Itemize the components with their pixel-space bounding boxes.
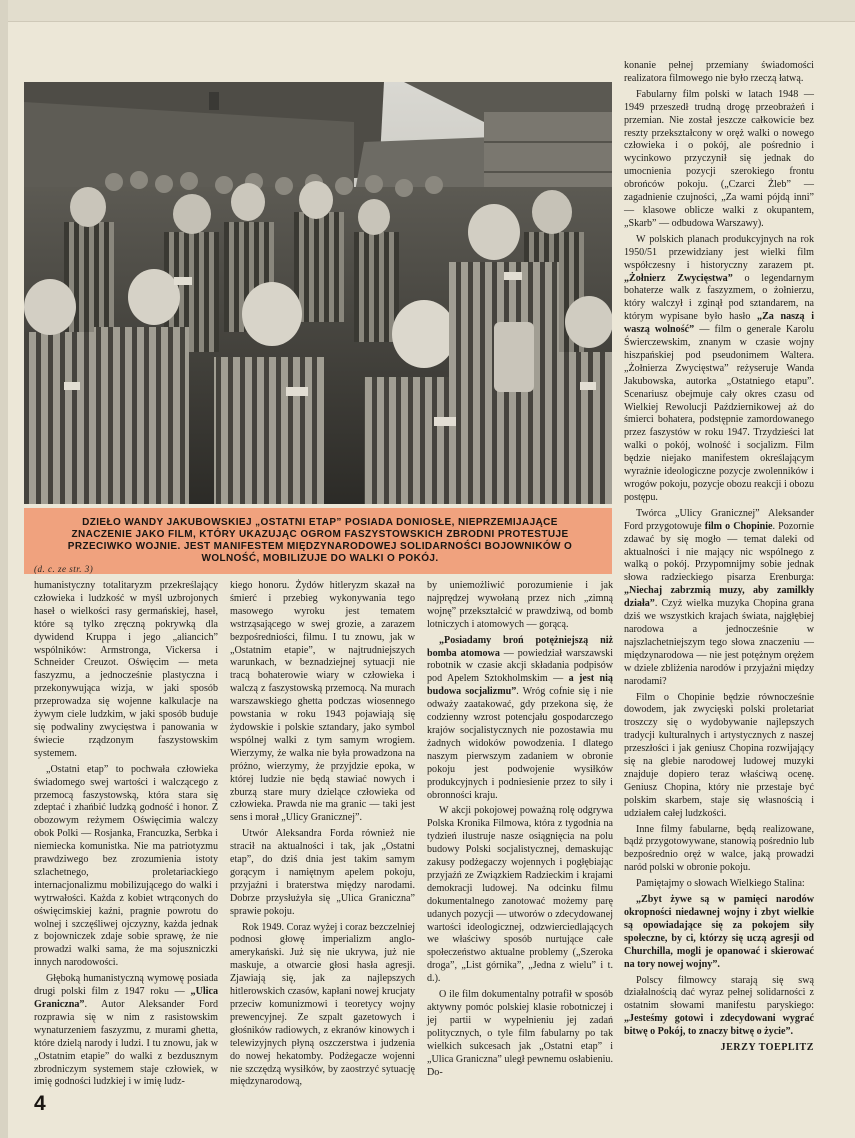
col4-p4-film-title: film o Chopinie — [704, 520, 773, 532]
col4-p3-slogan: „Za naszą i waszą wolność” — [624, 311, 814, 336]
film-still-photo — [24, 82, 612, 504]
col3-paragraph-1: by uniemożliwić porozumienie i jak najprędzej wywołaną przez nich „zimną wojnę” przekształcić w prawdziwą, od bomb lotniczych i atomowych — gorącą. — [427, 580, 613, 630]
col4-paragraph-3 — [624, 234, 814, 505]
photo-caption: DZIEŁO WANDY JAKUBOWSKIEJ „OSTATNI ETAP” POSIADA DONIOSŁE, NIEPRZEMIJAJĄCE ZNACZENIE JAKO FILM, KTÓRY UKAZUJĄC OGROM FASZYSTOWSKICH ZBRODNI PROTESTUJE PRZECIWKO WOJNIE. JEST MANIFESTEM MIĘDZYNARODOWEJ SOLIDARNOŚCI BOJOWNIKÓW O WOLNOŚĆ, MOBILIZUJE DO WALKI O POKÓJ. — [67, 517, 573, 564]
col1-paragraph-2: „Ostatni etap” to pochwała człowieka świadomego swej wartości i walczącego z przemocą faszystowską, która stara się zdeptać i zhańbić ludzką godność i honor. Z obozowym reżymem Oświęcimia walczy obok Polki — Rosjanka, Francuzka, Serbka i niemiecka komunistka. Nie ma patriotyzmu prawdziwego bez zrozumienia istoty szlachetnego, proletariackiego internacjonalizmu mobilizującego do walki i wytrwałości. Każda z kobiet wtrąconych do oświęcimskiej kaźni, pragnie powrotu do wolnej i szczęśliwej ojczyzny, każda jednak z bojowniczek zdaje sobie sprawę, że nie prowadzi walki sama, że ma sojuszniczki innych narodowości. — [34, 763, 218, 969]
continued-from-label: (d. c. ze str. 3) — [34, 564, 94, 574]
col3-p2-quote-c: a jest nią budowa socjalizmu” — [427, 673, 613, 698]
col4-paragraph-9 — [624, 975, 814, 1040]
author-signature: JERZY TOEPLITZ — [720, 1042, 814, 1054]
col4-paragraph-2: Fabularny film polski w latach 1948 — 1949 przeszedł trudną drogę przeobrażeń i przemian. Nie został jeszcze całkowicie bez reszty przekształcony w oręż walki o nowego człowieka i o pokój, ale pośrednio i wycinkowo przyczynił się jednak do umocnienia pozycji szerokiego frontu obrońców pokoju. („Czarci Żleb” — zagadnienie czujności, „Za wami pójdą inni” — klasowe oblicze walki z okupantem, „Skarb” — odbudowa Warszawy). — [624, 88, 814, 229]
page-left-edge — [0, 0, 8, 1138]
col1-paragraph-1: humanistyczny totalitaryzm przekreślający człowieka i ludzkość w myśl uzbrojonych haseł o wielkości rasy germańskiej, haseł, które są tylko zręczną pokrywką dla dywidend Kruppa i jego „aliancich” wspólników: Armstronga, Vickersa i Schneider Creuzot. Oświęcim — meta faszyzmu, a jednocześnie plastyczna i przekonywująca wizja, w jaki sposób przeprowadza się wojenne kalkulacje na żywym ciele ludzkim, w jaki sposób buduje się podwaliny zwycięstwa i panowania w świecie rządzonym faszystowskim systemem. — [34, 580, 218, 759]
col2-paragraph-1: kiego honoru. Żydów hitleryzm skazał na śmierć i przebieg wykonywania tego masowego wyroku jest tematem wstrząsającego w swej grozie, a zarazem bezpośredniości, filmu. I tu znowu, jak w „Ostatnim etapie”, w najtrudniejszych warunkach, w beznadziejnej sytuacji nie tracą bohaterowie wiary w człowieka i walczą z faszystowską przemocą. Na murach warszawskiego ghetta podczas wiosennego powstania w roku 1943 pojawiają się żydowskie i polskie sztandary, jako symbol wspólnej walki z tym samym wrogiem. Wierzymy, że walka nie była prowadzona na próżno, wierzymy, że przyjdzie epoka, w której ludzie nie będą stawiać nowych i zburzą stare mury dzielące człowieka od człowieka. Prawda nie ma granic — taki jest sens i morał „Ulicy Granicznej”. — [230, 580, 415, 824]
text-column-3 — [427, 580, 613, 1079]
col3-p2-text-b: — powiedział warszawski robotnik w czasie akcji składania podpisów pod Apelem Sztokholmskim — — [427, 647, 614, 685]
page-top-strip — [8, 0, 855, 22]
col4-stalin-quote: „Zbyt żywe są w pamięci narodów okropności niedawnej wojny i zbyt wielkie są opowiadające się za pokojem siły społeczne, by ci, którzy się uczą agresji od Churchilla, mogli je opanować i skierować na tory nowej wojny”. — [624, 894, 814, 970]
col3-p2-text-d: . Wróg cofnie się i nie odważy zaatakować, gdy przekona się, że codzienny wzrost potencjału gospodarczego krajów socjalistycznych nie pozostawia mu żadnych widoków powodzenia. I dlatego naszym pierwszym zadaniem w obronie pokoju jest podwojenie wysiłków produkcyjnych i podniesienie przez to siły i obronności kraju. — [427, 686, 613, 801]
col3-paragraph-3: W akcji pokojowej poważną rolę odgrywa Polska Kronika Filmowa, która z tygodnia na tydzień ilustruje nasze osiągnięcia na polu budowy Polski socjalistycznej, demaskując zakusy podżegaczy wojennych i pogłębiając przyjaźń ze Związkiem Radzieckim i krajami demokracji ludowej. Na odcinku filmu dokumentalnego zanotować możemy parę udanych pozycji — utworów o zdecydowanej wartości ideologicznej, odzwierciedlających we właściwy sposób nurtujące całe społeczeństwo aktualne problemy („Szeroka droga”, „List górnika”, „Jedna z wielu” i t. d.). — [427, 805, 613, 985]
col1-p3-film-title: „Ulica Graniczna” — [34, 986, 218, 1010]
col1-p3-text-a: Głęboką humanistyczną wymowę posiada drugi polski film z 1947 roku — — [34, 973, 218, 998]
film-still-illustration — [24, 82, 612, 504]
col4-p3-text-a: W polskich planach produkcyjnych na rok 1950/51 przewidziany jest wielki film współczesny i historyczny zarazem pt. — [624, 233, 814, 271]
col4-paragraph-5: Film o Chopinie będzie równocześnie dowodem, jak zwycięski polski proletariat troszczy się o wydobywanie najlepszych tradycji kulturalnych i artystycznych z naszej przeszłości i jak geniusz Chopina rozwijający się na glebie narodowej ludowej muzyki znajduje dopiero teraz właściwą ocenę. Geniusz Chopina, który nie przestaje być polskim skarbem, staje się własnością i udziałem całej ludzkości. — [624, 691, 814, 819]
col3-p2-quote-a: „Posiadamy broń potężniejszą niż bomba atomowa — [427, 634, 613, 659]
col1-p3-text-c: . Autor Aleksander Ford rozprawia się w nim z rasistowskim wynaturzeniem faszyzmu, z murami ghetta, które dzielą narody i ludzi. I tu znowu, jak w „Ostatnim etapie” do walki z bezdusznym zbrodniczym systemem staje człowiek, w imię godności ludzkiej i w imię ludz- — [34, 999, 218, 1088]
col4-p4-text-a: Twórca „Ulicy Granicznej” Aleksander Ford przygotowuje — [624, 507, 814, 532]
page-number: 4 — [34, 1092, 46, 1115]
col2-paragraph-2: Utwór Aleksandra Forda również nie stracił na aktualności i tak, jak „Ostatni etap”, do dziś dnia jest takim samym gorącym i namiętnym apelem pokoju, przyjaźni i braterstwa między narodami. Dobrze przysłużyła się „Ulica Graniczna” sprawie pokoju. — [230, 828, 415, 917]
col3-paragraph-4: O ile film dokumentalny potrafił w sposób aktywny pomóc polskiej klasie robotniczej i jej partii w wypełnieniu jej zadań politycznych, o tyle film fabularny po tak wielkich sukcesach jak „Ostatni etap” i „Ulica Graniczna” uległ pewnemu osłabieniu. Do- — [427, 989, 613, 1078]
col4-p3-film-title: „Żołnierz Zwycięstwa” — [624, 272, 733, 284]
col4-p3-text-e: — film o generale Karolu Świerczewskim, znanym w czasie wojny hiszpańskiej pod pseudonimem Waltera. „Żołnierza Zwycięstwa” reżyseruje Wanda Jakubowska, autorka „Ostatniego etapu”. Scenariusz obejmuje cały okres czasu od Wielkiej Rewolucji Październikowej aż do śmierci bohatera, podstępnie zamordowanego przez faszystów w roku 1947. Trzydzieści lat walki o pokój, wolność i socjalizm. Film będzie niejako manifestem określającym wyraźnie ideologiczne pozycje zwolenników i wrogów pokoju, pozycje obozu reakcji i obozu postępu. — [624, 324, 814, 503]
text-column-2 — [230, 580, 415, 1089]
col4-p4-text-c: . Pozornie zdawać by się mogło — temat daleki od aktualności i nie mający nic wspólnego z walką o pokój. Przypomnijmy sobie jednak słowa radzieckiego pisarza Erenburga: — [624, 520, 814, 584]
col4-p4-text-e: . Czyż wielka muzyka Chopina grana dziś we wszystkich krajach świata, najgłębiej narodowa a jednocześnie w najszlachetniejszym tego słowa znaczeniu — międzynarodowa — nie jest potężnym orężem w dziele zbliżenia narodów i przyjaźni między narodami? — [624, 598, 814, 687]
col4-paragraph-7: Pamiętajmy o słowach Wielkiego Stalina: — [636, 878, 805, 890]
col4-paragraph-1: konanie pełnej przemiany świadomości realizatora filmowego nie było rzeczą łatwą. — [624, 60, 814, 84]
col4-p4-quote: „Niechaj zabrzmią muzy, aby zamilkły działa” — [624, 585, 814, 610]
col4-p9-text-a: Polscy filmowcy starają się swą działalnością dać wyraz pełnej solidarności z ostatnim słowami manifestu paryskiego: — [624, 974, 814, 1012]
col4-paragraph-6: Inne filmy fabularne, będą realizowane, bądź przygotowywane, stanowią pośrednio lub bezpośrednio oręż w walce, jaką prowadzi naród polski w obronie pokoju. — [624, 823, 814, 874]
col3-paragraph-2 — [427, 635, 613, 803]
col4-p3-text-c: o legendarnym bohaterze walk z faszyzmem, o żołnierzu, który walczył i zginął pod sztandarem, na którym wypisane było hasło — [624, 272, 814, 323]
col4-p9-manifesto-quote: „Jesteśmy gotowi i zdecydowani wygrać bitwę o Pokój, to znaczy bitwę o życie”. — [624, 1013, 814, 1038]
text-column-1 — [34, 580, 218, 1089]
col1-paragraph-3 — [34, 973, 218, 1089]
text-column-4 — [624, 60, 814, 1055]
col2-paragraph-3: Rok 1949. Coraz wyżej i coraz bezczelniej podnosi głowę imperializm anglo-amerykański. Już się nie ukrywa, już nie maskuje, a otwarcie głosi hasła agresji. Zjawiają się, jak za najlepszych hitlerowskich czasów, kapłani nowej krucjaty przeciw komunizmowi i teoretycy wojny prewencyjnej. Ze szpalt gazetowych i głośników radiowych, z ekranów kinowych i telewizyjnych płyną oszczerstwa i judzenia do nowej hekatomby. Podżegacze wojenni nie szczędzą wysiłków, by zaostrzyć sytuację międzynarodową, — [230, 921, 415, 1088]
col4-paragraph-4 — [624, 508, 814, 689]
